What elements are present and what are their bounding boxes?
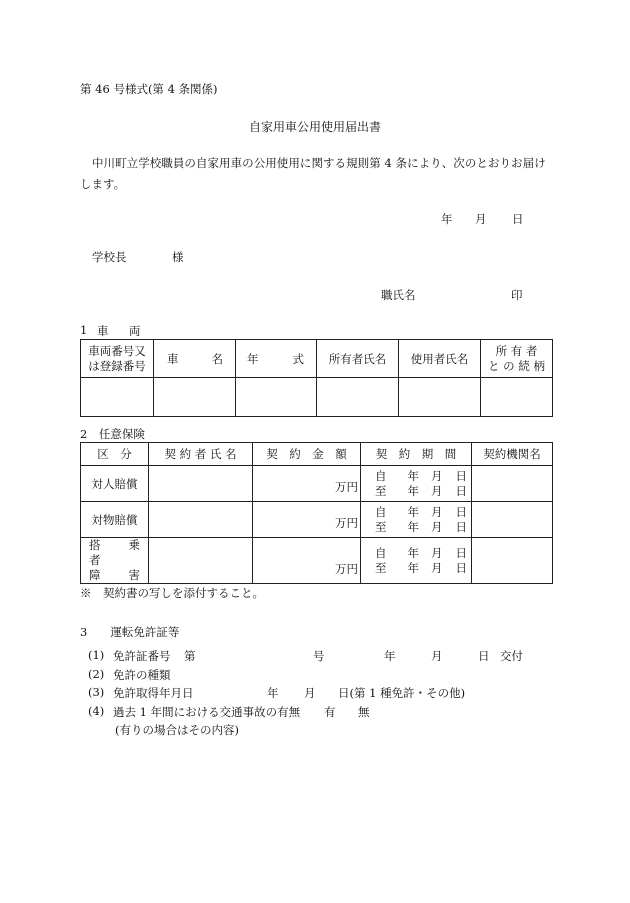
amount-unit: 万円: [335, 562, 358, 576]
insurer-name-cell[interactable]: [472, 538, 553, 584]
date-day-label: 日: [512, 212, 524, 226]
contract-amount-cell[interactable]: [253, 466, 361, 502]
attachment-note: ※ 契約書の写しを添付すること。: [80, 586, 264, 600]
item4-label: 過去 1 年間における交通事故の有無: [113, 705, 301, 719]
signature-label: 職氏名: [381, 288, 416, 302]
insurance-table: [80, 442, 553, 584]
item4-number: (4): [88, 704, 105, 718]
registration-number-cell[interactable]: [81, 378, 154, 417]
header-contract-amount: 契 約 金 額: [253, 443, 361, 466]
vehicle-table-header-row: [81, 340, 553, 378]
header-contractor-name: 契 約 者 氏 名: [149, 443, 253, 466]
contract-period-cell[interactable]: 自 年 月 日 至 年 月 日: [361, 502, 472, 538]
item4-yes[interactable]: 有: [324, 705, 336, 719]
section1-heading-number: 1: [80, 323, 88, 337]
item3-number: (3): [88, 685, 105, 699]
section3-heading: 3 運転免許証等: [80, 625, 180, 639]
owner-name-cell[interactable]: [317, 378, 399, 417]
intro-line-2: します。: [80, 177, 126, 191]
item3-day-note: 日(第 1 種免許・その他): [338, 686, 466, 700]
insurer-name-cell[interactable]: [472, 466, 553, 502]
insurance-category-bodily: 対人賠償: [81, 466, 149, 502]
addressee-title: 学校長: [92, 250, 127, 264]
contractor-name-cell[interactable]: [149, 538, 253, 584]
section2-heading: 2 任意保険: [80, 427, 145, 441]
owner-relationship-cell[interactable]: [481, 378, 553, 417]
form-number: 第 46 号様式(第 4 条関係): [80, 82, 218, 96]
header-category: 区 分: [81, 443, 149, 466]
item2-number: (2): [88, 667, 105, 681]
contractor-name-cell[interactable]: [149, 502, 253, 538]
header-contract-period: 契 約 期 間: [361, 443, 472, 466]
header-model-year: 年 式: [236, 340, 317, 378]
header-registration-number: 車両番号又 は登録番号: [81, 340, 154, 378]
insurer-name-cell[interactable]: [472, 502, 553, 538]
vehicle-table: [80, 339, 553, 417]
car-name-cell[interactable]: [154, 378, 236, 417]
item1-number: (1): [88, 648, 105, 662]
item4-no[interactable]: 無: [358, 705, 370, 719]
document-title: 自家用車公用使用届出書: [248, 120, 381, 134]
date-year-label: 年: [441, 212, 453, 226]
intro-line-1: 中川町立学校職員の自家用車の公用使用に関する規則第 4 条により、次のとおりお届け: [92, 156, 546, 170]
item3-year: 年: [267, 686, 279, 700]
vehicle-table-entry-row: [81, 378, 553, 417]
item1-label: 免許証番号: [113, 649, 171, 663]
item1-dai: 第: [184, 649, 196, 663]
item1-year: 年: [384, 649, 396, 663]
item1-issued: 交付: [500, 649, 523, 663]
insurance-row: [81, 538, 553, 584]
contract-period-cell[interactable]: 自 年 月 日 至 年 月 日: [361, 466, 472, 502]
item4-note: (有りの場合はその内容): [115, 723, 239, 737]
date-month-label: 月: [475, 212, 487, 226]
amount-unit: 万円: [335, 480, 358, 494]
contractor-name-cell[interactable]: [149, 466, 253, 502]
header-owner-name: 所有者氏名: [317, 340, 399, 378]
item3-label: 免許取得年月日: [113, 686, 194, 700]
amount-unit: 万円: [335, 516, 358, 530]
item1-go: 号: [313, 649, 325, 663]
item1-day: 日: [478, 649, 490, 663]
item1-month: 月: [431, 649, 443, 663]
insurance-row: [81, 466, 553, 502]
header-car-name: 車 名: [154, 340, 236, 378]
model-year-cell[interactable]: [236, 378, 317, 417]
seal-mark: 印: [511, 288, 523, 302]
section1-heading-part-a: 車: [97, 324, 109, 338]
insurance-category-property: 対物賠償: [81, 502, 149, 538]
item2-label: 免許の種類: [113, 668, 171, 682]
contract-amount-cell[interactable]: [253, 502, 361, 538]
insurance-row: [81, 502, 553, 538]
header-user-name: 使用者氏名: [399, 340, 481, 378]
insurance-category-passenger-injury: 搭 乗 者 障 害: [81, 538, 149, 584]
contract-amount-cell[interactable]: [253, 538, 361, 584]
addressee-honorific: 様: [172, 250, 184, 264]
item3-month: 月: [304, 686, 316, 700]
user-name-cell[interactable]: [399, 378, 481, 417]
section1-heading-part-b: 両: [129, 324, 141, 338]
header-owner-relationship: 所 有 者 と の 続 柄: [481, 340, 553, 378]
contract-period-cell[interactable]: 自 年 月 日 至 年 月 日: [361, 538, 472, 584]
insurance-table-header-row: [81, 443, 553, 466]
header-insurer-name: 契約機関名: [472, 443, 553, 466]
